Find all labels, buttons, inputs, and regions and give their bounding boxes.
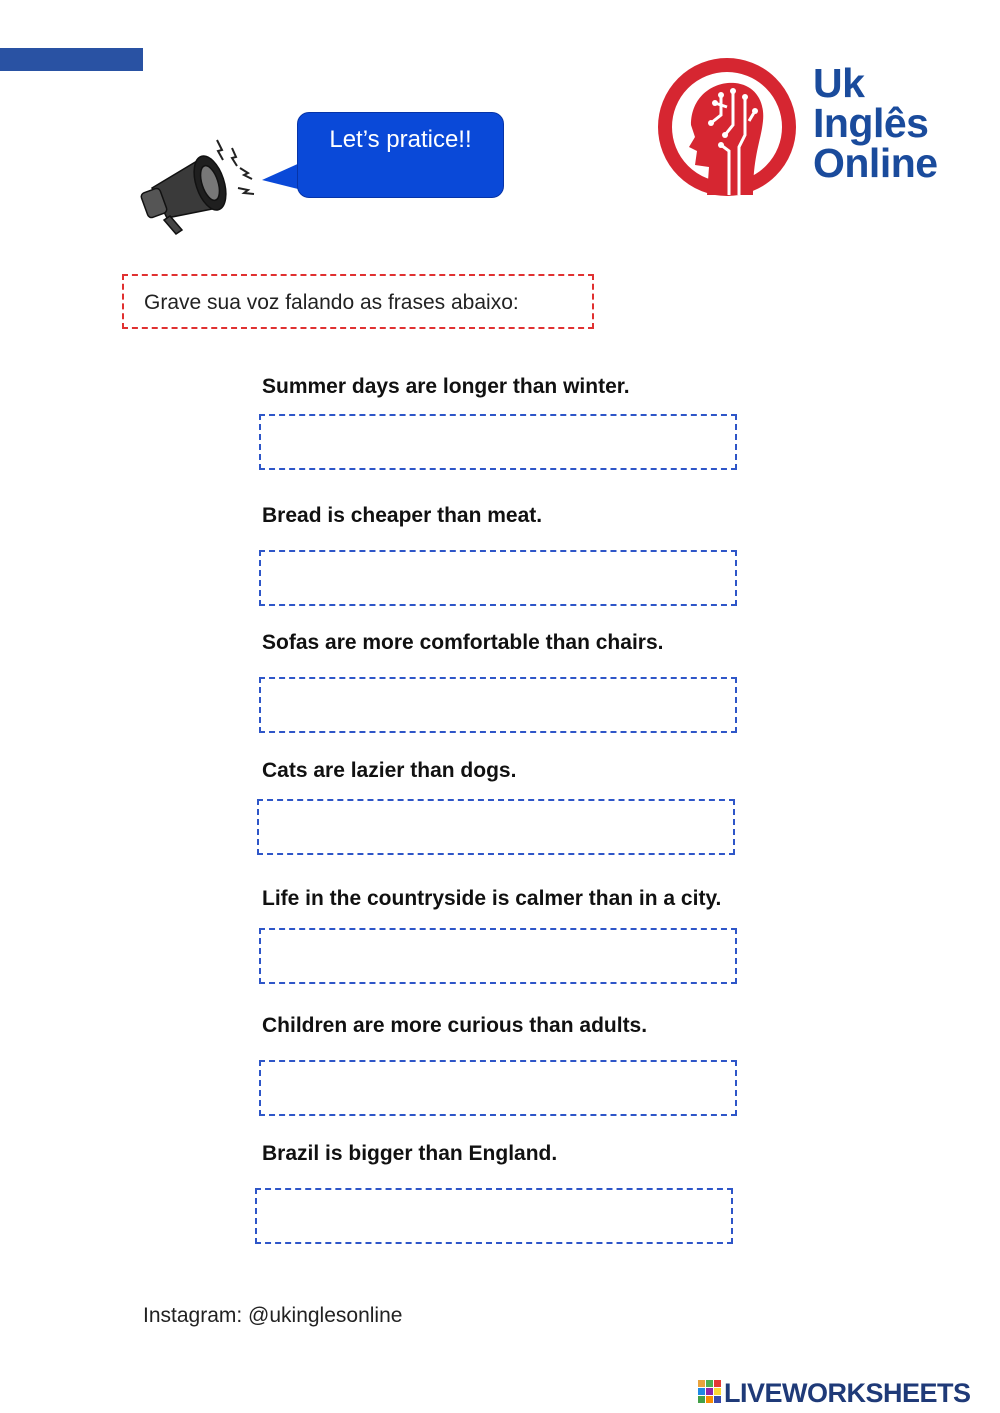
megaphone-icon — [122, 118, 262, 258]
sentence-4: Cats are lazier than dogs. — [262, 759, 517, 782]
record-answer-box-3[interactable] — [259, 677, 737, 733]
sentence-5: Life in the countryside is calmer than in a city. — [262, 887, 722, 910]
uk-ingles-online-logo — [655, 55, 970, 200]
record-answer-box-2[interactable] — [259, 550, 737, 606]
sentence-7: Brazil is bigger than England. — [262, 1142, 558, 1165]
instruction-box — [122, 274, 594, 329]
speech-bubble-text: Let’s pratice!! — [329, 126, 472, 153]
speech-bubble-tail — [262, 160, 302, 200]
record-answer-box-1[interactable] — [259, 414, 737, 470]
sentence-2: Bread is cheaper than meat. — [262, 504, 543, 527]
instagram-handle: Instagram: @ukinglesonline — [143, 1304, 403, 1327]
brain-circuit-icon — [655, 55, 800, 200]
logo-wordmark — [813, 60, 938, 186]
speech-bubble — [297, 112, 504, 198]
logo-line-online: Online — [813, 140, 938, 186]
record-answer-box-7[interactable] — [255, 1188, 733, 1244]
instruction-text: Grave sua voz falando as frases abaixo: — [144, 291, 519, 314]
sentence-6: Children are more curious than adults. — [262, 1014, 648, 1037]
record-answer-box-4[interactable] — [257, 799, 735, 855]
sentence-3: Sofas are more comfortable than chairs. — [262, 631, 664, 654]
liveworksheets-wordmark: LIVEWORKSHEETS — [724, 1378, 971, 1408]
logo-line-ingles: Inglês — [813, 100, 929, 146]
header-accent-bar — [0, 48, 143, 71]
logo-line-uk: Uk — [813, 60, 865, 106]
record-answer-box-5[interactable] — [259, 928, 737, 984]
liveworksheets-logo-icon — [698, 1380, 722, 1404]
record-answer-box-6[interactable] — [259, 1060, 737, 1116]
sentence-1: Summer days are longer than winter. — [262, 375, 630, 398]
